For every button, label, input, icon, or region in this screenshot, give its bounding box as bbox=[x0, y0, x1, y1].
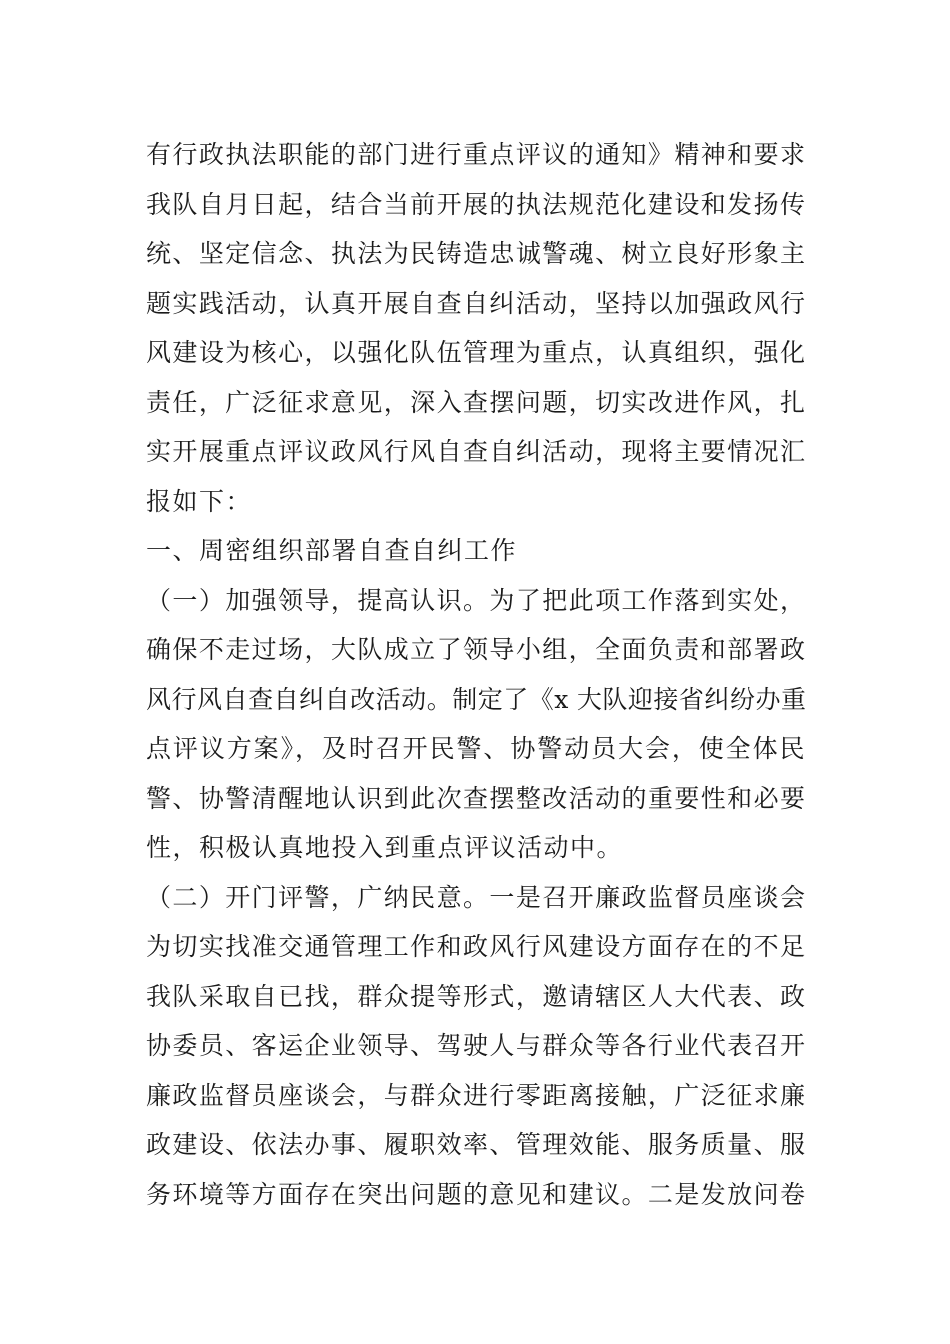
text-line: （一）加强领导，提高认识。为了把此项工作落到实处， bbox=[146, 585, 806, 615]
text-line: 题实践活动，认真开展自查自纠活动，坚持以加强政风行 bbox=[146, 288, 806, 318]
text-line: 责任，广泛征求意见，深入查摆问题，切实改进作风，扎 bbox=[146, 387, 806, 417]
text-line: 统、坚定信念、执法为民铸造忠诚警魂、树立良好形象主 bbox=[146, 239, 806, 268]
text-line: （二）开门评警，广纳民意。一是召开廉政监督员座谈会 bbox=[146, 882, 806, 912]
text-line: 性，积极认真地投入到重点评议活动中。 bbox=[146, 833, 624, 862]
text-line: 协委员、客运企业领导、驾驶人与群众等各行业代表召开 bbox=[146, 1031, 806, 1060]
text-line: 有行政执法职能的部门进行重点评议的通知》精神和要求 bbox=[146, 140, 806, 169]
text-line: 实开展重点评议政风行风自查自纠活动，现将主要情况汇 bbox=[146, 437, 806, 466]
text-line: 警、协警清醒地认识到此次查摆整改活动的重要性和必要 bbox=[146, 783, 806, 813]
text-line: 报如下： bbox=[146, 486, 253, 516]
document-body bbox=[146, 130, 806, 1219]
text-line: 我队采取自已找，群众提等形式，邀请辖区人大代表、政 bbox=[146, 981, 806, 1011]
text-line: 点评议方案》，及时召开民警、协警动员大会，使全体民 bbox=[146, 734, 806, 763]
text-line: 务环境等方面存在突出问题的意见和建议。二是发放问卷 bbox=[146, 1179, 806, 1209]
text-line: 政建设、依法办事、履职效率、管理效能、服务质量、服 bbox=[146, 1130, 806, 1159]
section-heading: 一、周密组织部署自查自纠工作 bbox=[146, 536, 518, 565]
text-line: 我队自月日起，结合当前开展的执法规范化建设和发扬传 bbox=[146, 189, 806, 219]
text-line: 确保不走过场，大队成立了领导小组，全面负责和部署政 bbox=[146, 635, 806, 664]
text-line: 廉政监督员座谈会，与群众进行零距离接触，广泛征求廉 bbox=[146, 1080, 806, 1110]
text-line: 为切实找准交通管理工作和政风行风建设方面存在的不足 bbox=[146, 932, 806, 961]
text-line: 风行风自查自纠自改活动。制定了《x 大队迎接省纠纷办重 bbox=[146, 684, 806, 714]
text-line: 风建设为核心，以强化队伍管理为重点，认真组织，强化 bbox=[146, 338, 806, 367]
